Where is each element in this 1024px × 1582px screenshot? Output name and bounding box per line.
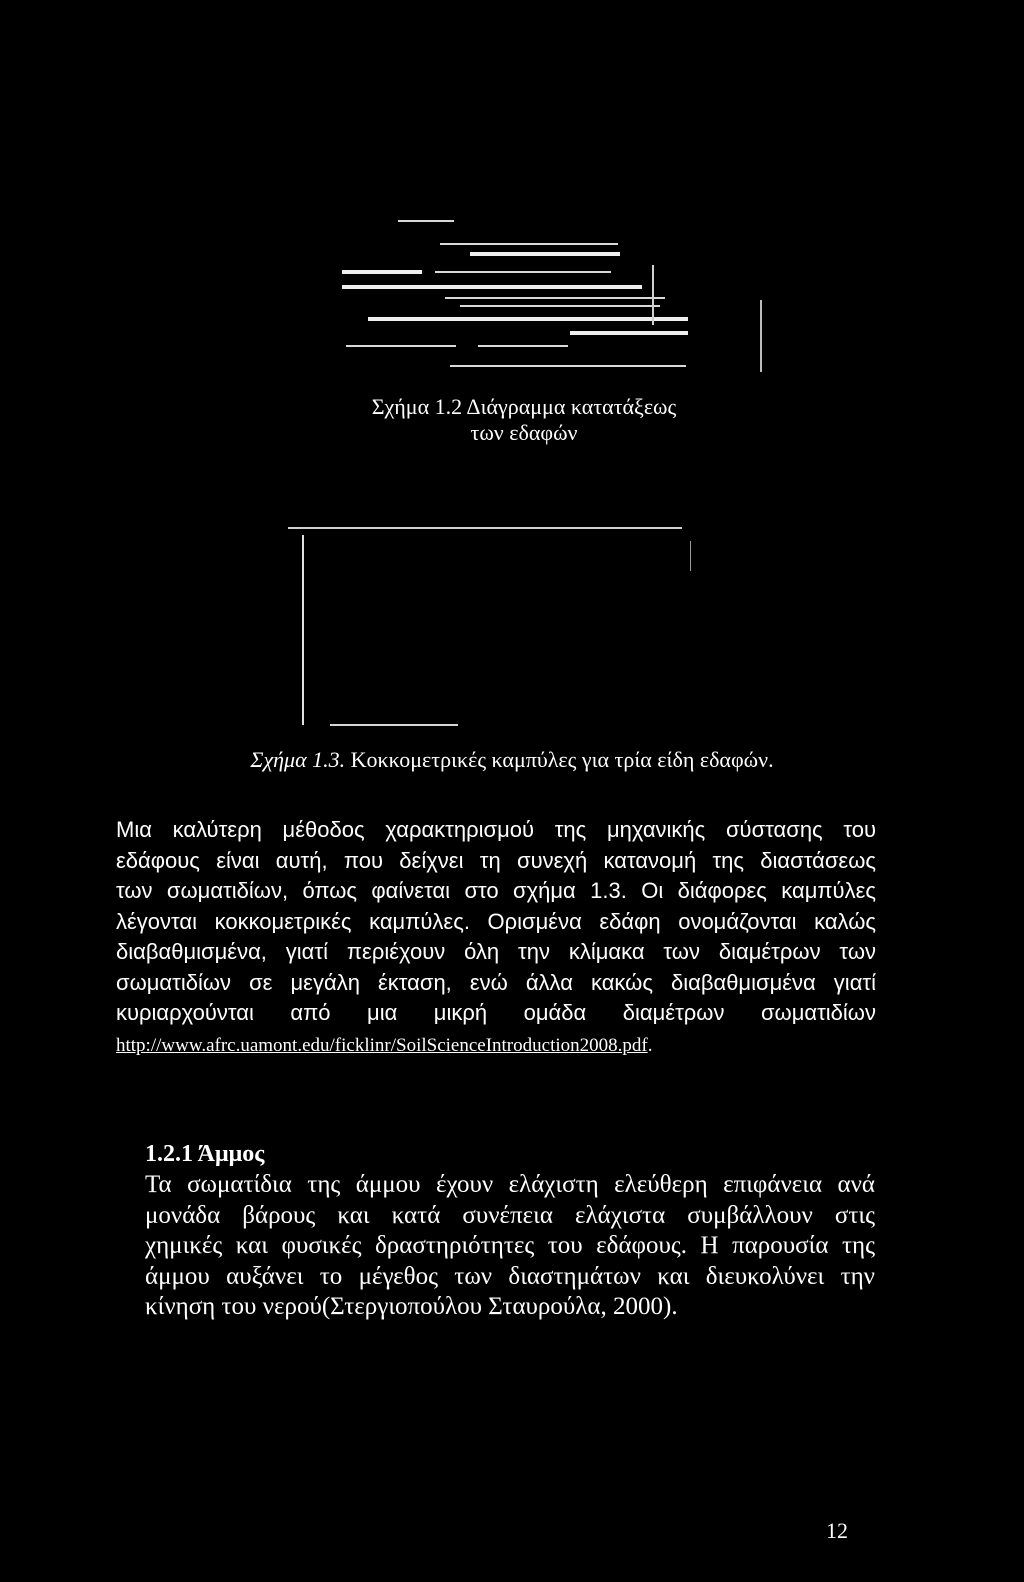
section-paragraph-line: Τα σωματίδια της άμμου έχουν ελάχιστη ελεύθερη επιφάνεια ανά — [145, 1171, 875, 1198]
section-heading: 1.2.1 Άμμος — [145, 1141, 265, 1167]
figure-1-3-frame-top — [288, 527, 682, 529]
paragraph-1-line: διαβαθμισμένα, γιατί περιέχουν όλη την κλίμακα των διαμέτρων των — [116, 939, 876, 964]
figure-1-2-caption-line1: Σχήμα 1.2 Διάγραμμα κατατάξεως — [371, 394, 677, 419]
figure-1-3-caption — [0, 745, 1024, 775]
figure-1-2-edge-mark — [760, 300, 762, 372]
section-paragraph-line: χημικές και φυσικές δραστηριότητες του εδάφους. Η παρουσία της — [145, 1232, 875, 1259]
figure-1-3-frame-bottom — [330, 724, 458, 726]
section-paragraph-line: άμμου αυξάνει το μέγεθος των διαστημάτων και διευκολύνει την — [145, 1262, 875, 1290]
paragraph-1-line: των σωματιδίων, όπως φαίνεται στο σχήμα 1.3. Οι διάφορες καμπύλες — [116, 878, 876, 903]
figure-1-3-caption-label: Σχήμα 1.3. — [250, 747, 346, 772]
figure-1-2-image — [340, 215, 680, 375]
paragraph-1-line: κυριαρχούνται από μια μικρή ομάδα διαμέτρων σωματιδίων — [116, 1000, 876, 1025]
reference-link[interactable]: http://www.afrc.uamont.edu/ficklinr/SoilScienceIntroduction2008.pdf — [116, 1034, 648, 1056]
reference-link-suffix: . — [647, 1034, 653, 1056]
figure-1-3-caption-text: Κοκκομετρικές καμπύλες για τρία είδη εδαφών. — [350, 747, 774, 772]
section-paragraph-line: κίνηση του νερού(Στεργιοπούλου Σταυρούλα, 2000). — [145, 1293, 678, 1320]
figure-1-2-caption-line2: των εδαφών — [470, 420, 578, 445]
figure-1-3-frame-right — [690, 541, 691, 571]
paragraph-1-line: λέγονται κοκκομετρικές καμπύλες. Ορισμένα εδάφη ονομάζονται καλώς — [116, 908, 876, 934]
reference-link-line — [116, 1029, 876, 1062]
section-paragraph — [145, 1170, 875, 1323]
paragraph-1-line: Μια καλύτερη μέθοδος χαρακτηρισμού της μηχανικής σύστασης του — [116, 817, 876, 842]
paragraph-1 — [116, 815, 876, 1061]
paragraph-1-line: εδάφους είναι αυτή, που δείχνει τη συνεχή κατανομή της διαστάσεως — [116, 847, 876, 873]
figure-1-3-frame-left — [302, 535, 304, 725]
page-number: 12 — [826, 1518, 848, 1543]
paragraph-1-line: σωματιδίων σε μεγάλη έκταση, ενώ άλλα κακώς διαβαθμισμένα γιατί — [116, 969, 876, 995]
section-paragraph-line: μονάδα βάρους και κατά συνέπεια ελάχιστα συμβάλλουν στις — [145, 1201, 875, 1229]
